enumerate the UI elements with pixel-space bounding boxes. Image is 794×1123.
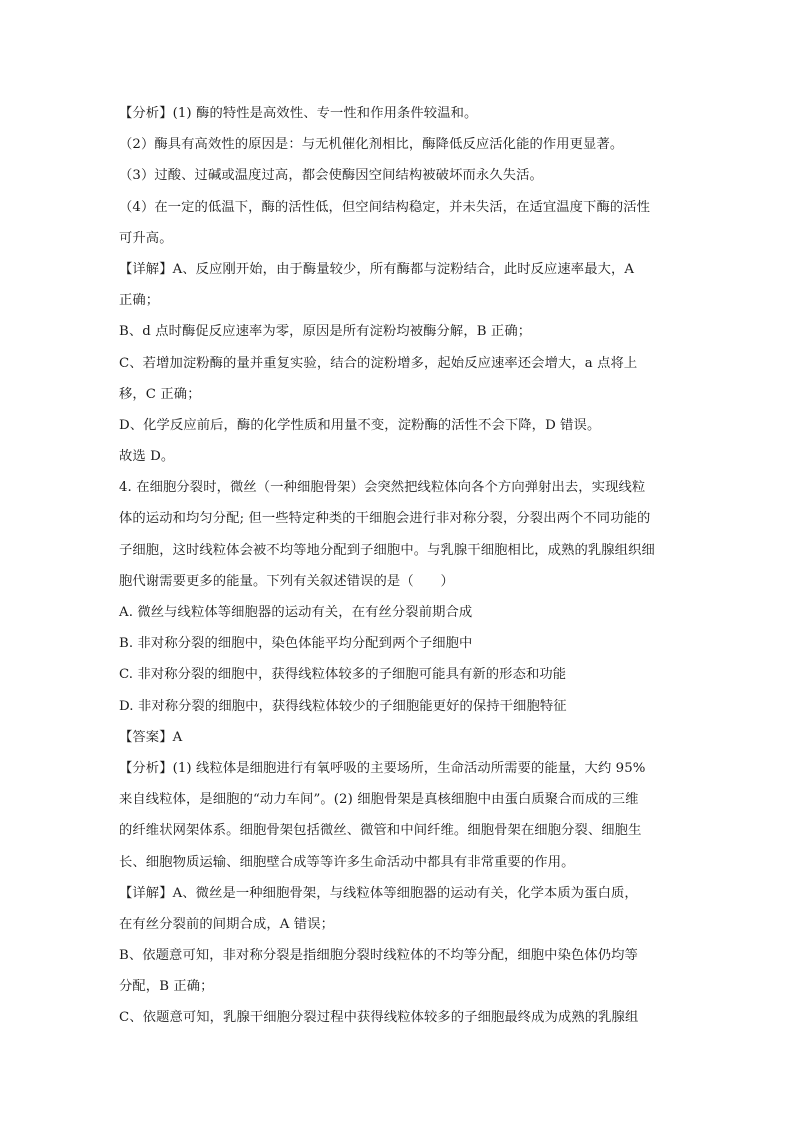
question-4-stem: 胞代谢需要更多的能量。下列有关叙述错误的是（ ） bbox=[119, 573, 454, 589]
analysis-point-3: （3）过酸、过碱或温度过高，都会使酶因空间结构被破坏而永久失活。 bbox=[119, 168, 543, 184]
explanation-heading-line: 【详解】A、微丝是一种细胞骨架，与线粒体等细胞器的运动有关，化学本质为蛋白质， bbox=[119, 885, 638, 901]
explanation-line: 正确； bbox=[119, 293, 160, 309]
explanation-line: B、依题意可知，非对称分裂是指细胞分裂时线粒体的不均等分配，细胞中染色体仍均等 bbox=[119, 948, 638, 964]
option-c: C. 非对称分裂的细胞中，获得线粒体较多的子细胞可能具有新的形态和功能 bbox=[119, 667, 567, 683]
explanation-line: B、d 点时酶促反应速率为零，原因是所有淀粉均被酶分解，B 正确； bbox=[119, 324, 532, 340]
analysis-point-2: （2）酶具有高效性的原因是：与无机催化剂相比，酶降低反应活化能的作用更显著。 bbox=[119, 137, 624, 153]
option-b: B. 非对称分裂的细胞中，染色体能平均分配到两个子细胞中 bbox=[119, 636, 473, 652]
option-d: D. 非对称分裂的细胞中，获得线粒体较少的子细胞能更好的保持干细胞特征 bbox=[119, 698, 567, 714]
analysis-line: 长、细胞物质运输、细胞壁合成等等许多生命活动中都具有非常重要的作用。 bbox=[119, 854, 575, 870]
analysis-heading-line: 【分析】(1) 酶的特性是高效性、专一性和作用条件较温和。 bbox=[119, 106, 478, 121]
choice-conclusion: 故选 D。 bbox=[119, 449, 175, 465]
analysis-line: 来自线粒体，是细胞的“动力车间”。(2) 细胞骨架是真核细胞中由蛋白质聚合而成的三维 bbox=[119, 792, 639, 808]
explanation-line: C、依题意可知，乳腺干细胞分裂过程中获得线粒体较多的子细胞最终成为成熟的乳腺组 bbox=[119, 1010, 639, 1026]
explanation-line: 在有丝分裂前的间期合成，A 错误； bbox=[119, 916, 334, 932]
question-4-stem: 子细胞，这时线粒体会被不均等地分配到子细胞中。与乳腺干细胞相比，成熟的乳腺组织细 bbox=[119, 542, 655, 558]
document-page bbox=[119, 98, 679, 1034]
analysis-point-4-cont: 可升高。 bbox=[119, 230, 173, 246]
option-a: A. 微丝与线粒体等细胞器的运动有关，在有丝分裂前期合成 bbox=[119, 605, 473, 620]
explanation-line: D、化学反应前后，酶的化学性质和用量不变，淀粉酶的活性不会下降，D 错误。 bbox=[119, 417, 601, 433]
explanation-heading-line: 【详解】A、反应刚开始，由于酶量较少，所有酶都与淀粉结合，此时反应速率最大，A bbox=[119, 261, 635, 277]
analysis-heading-line: 【分析】(1) 线粒体是细胞进行有氧呼吸的主要场所，生命活动所需要的能量，大约 95% bbox=[119, 760, 646, 776]
analysis-line: 的纤维状网架体系。细胞骨架包括微丝、微管和中间纤维。细胞骨架在细胞分裂、细胞生 bbox=[119, 823, 642, 839]
explanation-line: C、若增加淀粉酶的量并重复实验，结合的淀粉增多，起始反应速率还会增大，a 点将上 bbox=[119, 355, 638, 371]
answer-line: 【答案】A bbox=[119, 729, 183, 745]
explanation-line: 分配，B 正确； bbox=[119, 979, 214, 995]
question-4-stem: 体的运动和均匀分配; 但一些特定种类的干细胞会进行非对称分裂，分裂出两个不同功能的 bbox=[119, 511, 651, 527]
analysis-point-4: （4）在一定的低温下，酶的活性低，但空间结构稳定，并未失活，在适宜温度下酶的活性 bbox=[119, 199, 651, 215]
explanation-line: 移，C 正确； bbox=[119, 386, 201, 402]
question-4-stem: 4. 在细胞分裂时，微丝（一种细胞骨架）会突然把线粒体向各个方向弹射出去，实现线粒 bbox=[119, 480, 646, 496]
